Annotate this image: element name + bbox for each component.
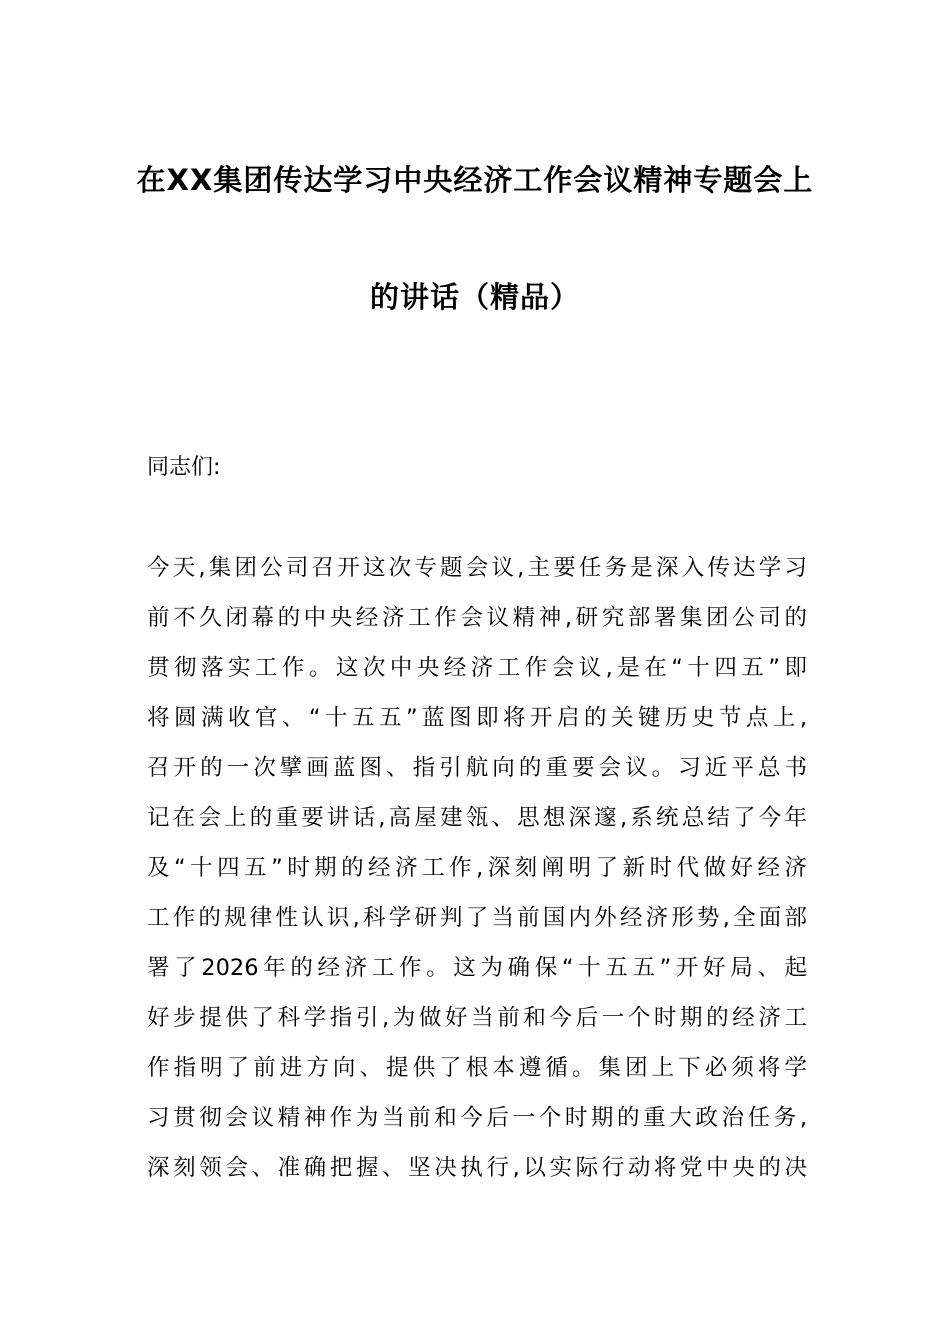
body-line: 记在会上的重要讲话,高屋建瓴、思想深邃,系统总结了今年: [147, 805, 807, 831]
body-line: 工作的规律性认识,科学研判了当前国内外经济形势,全面部: [147, 905, 807, 931]
document-title-line-2: 的讲话（精品）: [369, 280, 580, 314]
body-line: 作指明了前进方向、提供了根本遵循。集团上下必须将学: [147, 1055, 807, 1081]
body-line: 将圆满收官、“十五五”蓝图即将开启的关键历史节点上,: [147, 705, 807, 731]
body-line: 召开的一次擘画蓝图、指引航向的重要会议。习近平总书: [147, 755, 807, 781]
body-line: 署了2026年的经济工作。这为确保“十五五”开好局、起: [147, 955, 807, 981]
body-line: 深刻领会、准确把握、坚决执行,以实际行动将党中央的决: [147, 1155, 807, 1181]
salutation: 同志们:: [147, 455, 221, 480]
body-line: 前不久闭幕的中央经济工作会议精神,研究部署集团公司的: [147, 605, 807, 631]
document-title-line-1: 在XX集团传达学习中央经济工作会议精神专题会上: [136, 163, 814, 197]
body-line: 及“十四五”时期的经济工作,深刻阐明了新时代做好经济: [147, 855, 807, 881]
body-paragraph: [147, 551, 807, 1201]
body-line: 贯彻落实工作。这次中央经济工作会议,是在“十四五”即: [147, 655, 807, 681]
body-line: 今天,集团公司召开这次专题会议,主要任务是深入传达学习: [147, 555, 807, 581]
body-line: 好步提供了科学指引,为做好当前和今后一个时期的经济工: [147, 1005, 807, 1031]
body-line: 习贯彻会议精神作为当前和今后一个时期的重大政治任务,: [147, 1105, 807, 1131]
